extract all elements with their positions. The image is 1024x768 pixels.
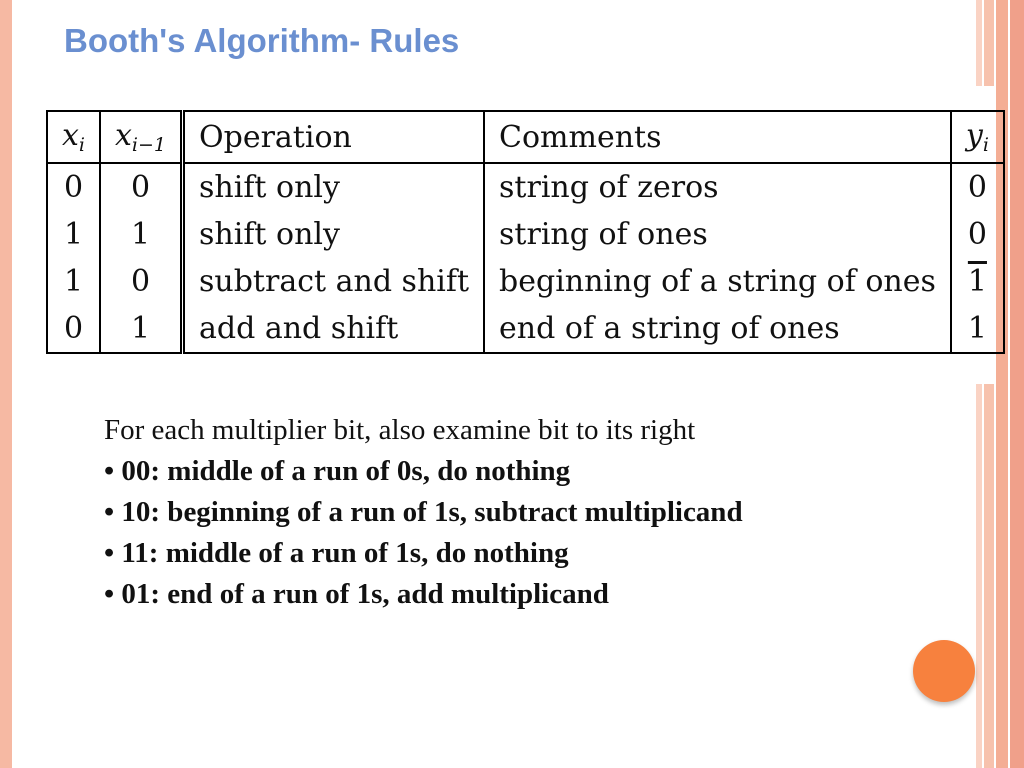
orange-circle-decoration	[913, 640, 975, 702]
rules-notes	[104, 410, 924, 615]
cell-comments: string of ones	[484, 211, 951, 258]
cell-yi-overline-value: 1	[967, 264, 987, 299]
table-row	[47, 305, 1004, 353]
cell-operation: subtract and shift	[183, 258, 485, 305]
cell-operation: add and shift	[183, 305, 485, 353]
notes-item-10: • 10: beginning of a run of 1s, subtract multiplicand	[104, 496, 743, 528]
table-row	[47, 211, 1004, 258]
booth-rules-table	[46, 110, 1005, 354]
header-yi: $y_i$	[951, 111, 1004, 163]
table-row	[47, 163, 1004, 211]
header-operation: Operation	[183, 111, 485, 163]
cell-comments: beginning of a string of ones	[484, 258, 951, 305]
cell-xi: 1	[47, 258, 100, 305]
cell-comments: string of zeros	[484, 163, 951, 211]
cell-yi	[951, 258, 1004, 305]
table-row	[47, 258, 1004, 305]
table-header-row	[47, 111, 1004, 163]
cell-xi-minus-1: 0	[100, 163, 183, 211]
header-xi-minus-1: $x_{i-1}$	[100, 111, 183, 163]
cell-yi: 0	[967, 170, 987, 205]
cell-yi: 0	[967, 217, 987, 252]
cell-xi-minus-1: 1	[100, 305, 183, 353]
cell-xi: 1	[47, 211, 100, 258]
notes-item-01: • 01: end of a run of 1s, add multiplicand	[104, 578, 609, 610]
cell-xi: 0	[47, 163, 100, 211]
slide-title: Booth's Algorithm- Rules	[64, 22, 460, 59]
cell-operation: shift only	[183, 163, 485, 211]
cell-xi-minus-1: 1	[100, 211, 183, 258]
notes-intro: For each multiplier bit, also examine bit to its right	[104, 414, 696, 446]
left-decorative-bar	[0, 0, 12, 768]
cell-xi-minus-1: 0	[100, 258, 183, 305]
notes-item-00: • 00: middle of a run of 0s, do nothing	[104, 455, 571, 487]
cell-xi: 0	[47, 305, 100, 353]
header-xi: $x_i$	[47, 111, 100, 163]
stripe	[1010, 0, 1024, 768]
cell-operation: shift only	[183, 211, 485, 258]
cell-yi: 1	[967, 311, 987, 346]
cell-comments: end of a string of ones	[484, 305, 951, 353]
header-comments: Comments	[484, 111, 951, 163]
notes-item-11: • 11: middle of a run of 1s, do nothing	[104, 537, 569, 569]
